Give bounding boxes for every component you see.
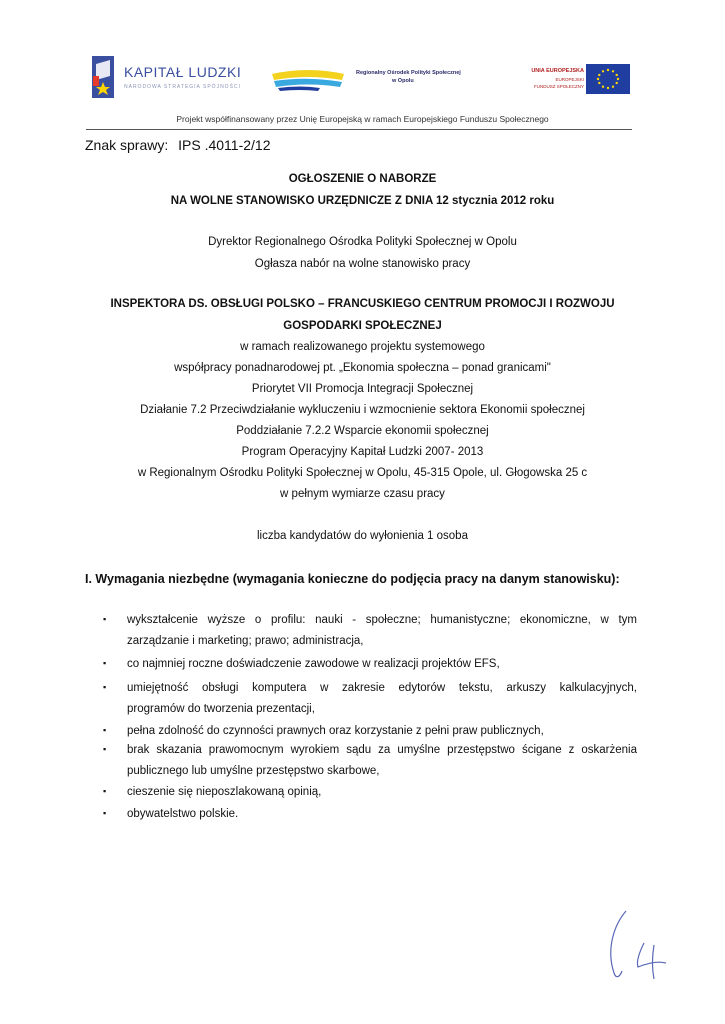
requirement-text: umiejętność obsługi komputera w zakresie edytorów tekstu, arkuszy kalkulacyjnych, [127,682,637,694]
announcement-title: OGŁOSZENIE O NABORZE [288,173,437,185]
requirement-text: publicznego lub umyślne przestępstwo skarbowe, [127,765,380,777]
position-detail: w ramach realizowanego projektu systemowego [240,341,485,353]
kapital-ludzki-subtitle: NARODOWA STRATEGIA SPÓJNOŚCI [124,84,241,90]
handwritten-signature [600,905,680,985]
rops-swoosh-icon [270,68,345,92]
requirement-text: wykształcenie wyższe o profilu: nauki - społeczne; humanistyczne; ekonomiczne, w tym [127,614,637,626]
requirement-text: brak skazania prawomocnym wyrokiem sądu za umyślne przestępstwo ścigane z oskarżenia [127,744,637,756]
eu-fund-line2: FUNDUSZ SPOŁECZNY [533,84,584,89]
position-title-line2: GOSPODARKI SPOŁECZNEJ [283,320,442,332]
eu-flag-icon [586,64,630,94]
eu-title: UNIA EUROPEJSKA [531,68,584,74]
position-detail: Poddziałanie 7.2.2 Wsparcie ekonomii społecznej [236,425,489,437]
requirement-text: co najmniej roczne doświadczenie zawodowe w realizacji projektów EFS, [127,658,500,670]
intro-director: Dyrektor Regionalnego Ośrodka Polityki Społecznej w Opolu [208,236,517,248]
requirement-text: pełna zdolność do czynności prawnych oraz korzystanie z pełni praw publicznych, [127,725,544,737]
reference-value: IPS .4011-2/12 [178,137,271,153]
kapital-ludzki-mark-icon [90,54,118,100]
position-title-line1: INSPEKTORA DS. OBSŁUGI POLSKO – FRANCUSKIEGO CENTRUM PROMOCJI I ROZWOJU [110,298,615,310]
bullet-icon: ▪ [103,658,107,668]
position-detail: Program Operacyjny Kapitał Ludzki 2007- 2013 [241,446,484,458]
rops-logo [270,62,490,92]
kapital-ludzki-title: KAPITAŁ LUDZKI [124,64,242,80]
rops-city: w Opolu [392,78,414,84]
bullet-icon: ▪ [103,744,107,754]
candidates-count: liczba kandydatów do wyłonienia 1 osoba [257,530,468,542]
position-detail: współpracy ponadnarodowej pt. „Ekonomia społeczna – ponad granicami" [174,362,551,374]
intro-announcement: Ogłasza nabór na wolne stanowisko pracy [254,258,471,270]
reference-label: Znak sprawy: [85,137,169,153]
requirement-text: zarządzanie i marketing; prawo; administracja, [127,635,364,647]
position-detail: Działanie 7.2 Przeciwdziałanie wykluczeniu i wzmocnienie sektora Ekonomii społecznej [140,404,585,416]
requirement-text: obywatelstwo polskie. [127,808,239,820]
requirements-heading: I. Wymagania niezbędne (wymagania konieczne do podjęcia pracy na danym stanowisku): [85,572,620,586]
bullet-icon: ▪ [103,786,107,796]
announcement-subtitle: NA WOLNE STANOWISKO URZĘDNICZE Z DNIA 12 stycznia 2012 roku [170,195,555,207]
bullet-icon: ▪ [103,808,107,818]
position-detail: w Regionalnym Ośrodku Polityki Społecznej w Opolu, 45-315 Opole, ul. Głogowska 25 c [137,467,588,479]
rops-name: Regionalny Ośrodek Polityki Społecznej [356,70,461,76]
eu-logo [510,62,630,98]
cofunding-note: Projekt współfinansowany przez Unię Europejską w ramach Europejskiego Funduszu Społecznego [176,114,549,124]
reference-number [85,137,271,153]
header-divider [86,129,632,130]
bullet-icon: ▪ [103,614,107,624]
position-detail: Priorytet VII Promocja Integracji Społecznej [251,383,474,395]
position-detail: w pełnym wymiarze czasu pracy [280,488,445,500]
kapital-ludzki-logo [90,54,260,100]
bullet-icon: ▪ [103,682,107,692]
header-logos [0,48,725,108]
requirement-text: programów do tworzenia prezentacji, [127,703,315,715]
bullet-icon: ▪ [103,725,107,735]
eu-fund-line1: EUROPEJSKI [555,77,584,82]
requirement-text: cieszenie się nieposzlakowaną opinią, [127,786,322,798]
